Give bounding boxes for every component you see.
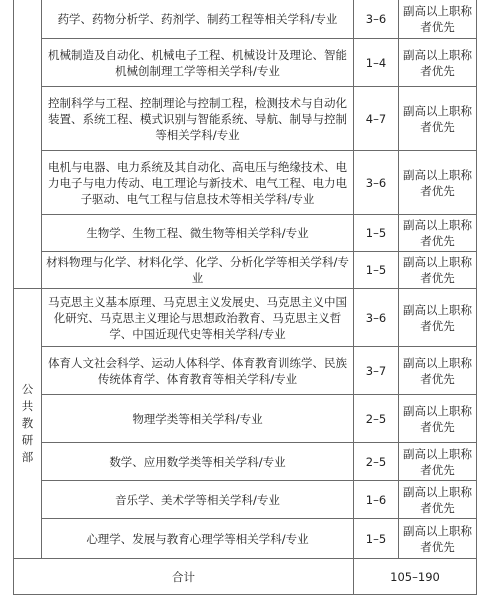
- count-cell: 2–5: [354, 443, 399, 481]
- count-cell: 1–6: [354, 481, 399, 519]
- table-row: [14, 443, 477, 481]
- requirement-cell: 副高以上职称者优先: [399, 87, 477, 151]
- total-value: 105–190: [354, 559, 477, 595]
- major-cell: 音乐学、美术学等相关学科/专业: [42, 481, 354, 519]
- department-label: 公共教研部: [21, 382, 34, 464]
- total-row: [14, 559, 477, 595]
- table-row: [14, 252, 477, 289]
- recruitment-table: [13, 0, 477, 595]
- requirement-cell: 副高以上职称者优先: [399, 481, 477, 519]
- major-cell: 马克思主义基本原理、马克思主义发展史、马克思主义中国化研究、马克思主义理论与思想政治教育、马克思主义哲学、中国近现代史等相关学科/专业: [42, 289, 354, 347]
- requirement-cell: 副高以上职称者优先: [399, 151, 477, 215]
- table-row: [14, 151, 477, 215]
- count-cell: 2–5: [354, 395, 399, 443]
- major-cell: 机械制造及自动化、机械电子工程、机械设计及理论、智能机械创制理工学等相关学科/专业: [42, 39, 354, 87]
- table-row: [14, 519, 477, 559]
- count-cell: 1–5: [354, 519, 399, 559]
- requirement-cell: 副高以上职称者优先: [399, 443, 477, 481]
- major-cell: 生物学、生物工程、微生物等相关学科/专业: [42, 215, 354, 252]
- count-cell: 1–5: [354, 215, 399, 252]
- major-cell: 材料物理与化学、材料化学、化学、分析化学等相关学科/专业: [42, 252, 354, 289]
- major-cell: 药学、药物分析学、药剂学、制药工程等相关学科/专业: [42, 0, 354, 39]
- major-cell: 数学、应用数学类等相关学科/专业: [42, 443, 354, 481]
- count-cell: 3–6: [354, 289, 399, 347]
- major-cell: 心理学、发展与教育心理学等相关学科/专业: [42, 519, 354, 559]
- count-cell: 3–6: [354, 151, 399, 215]
- requirement-cell: 副高以上职称者优先: [399, 0, 477, 39]
- count-cell: 1–4: [354, 39, 399, 87]
- requirement-cell: 副高以上职称者优先: [399, 39, 477, 87]
- requirement-cell: 副高以上职称者优先: [399, 215, 477, 252]
- requirement-cell: 副高以上职称者优先: [399, 252, 477, 289]
- requirement-cell: 副高以上职称者优先: [399, 395, 477, 443]
- table-row: [14, 289, 477, 347]
- table-row: [14, 87, 477, 151]
- table-row: [14, 215, 477, 252]
- dept-cell-upper: [14, 0, 42, 289]
- requirement-cell: 副高以上职称者优先: [399, 519, 477, 559]
- count-cell: 3–7: [354, 347, 399, 395]
- dept-cell: [14, 289, 42, 559]
- table-row: [14, 0, 477, 39]
- major-cell: 电机与电器、电力系统及其自动化、高电压与绝缘技术、电力电子与电力传动、电工理论与新技术、电气工程、电力电子驱动、电气工程与信息技术等相关学科/专业: [42, 151, 354, 215]
- count-cell: 4–7: [354, 87, 399, 151]
- requirement-cell: 副高以上职称者优先: [399, 289, 477, 347]
- total-label: 合计: [14, 559, 354, 595]
- count-cell: 1–5: [354, 252, 399, 289]
- major-cell: 体育人文社会科学、运动人体科学、体育教育训练学、民族传统体育学、体育教育等相关学科/专业: [42, 347, 354, 395]
- count-cell: 3–6: [354, 0, 399, 39]
- table-row: [14, 481, 477, 519]
- table-row: [14, 39, 477, 87]
- major-cell: 物理学类等相关学科/专业: [42, 395, 354, 443]
- requirement-cell: 副高以上职称者优先: [399, 347, 477, 395]
- table-row: [14, 347, 477, 395]
- table-row: [14, 395, 477, 443]
- major-cell: 控制科学与工程、控制理论与控制工程，检测技术与自动化装置、系统工程、模式识别与智能系统、导航、制导与控制等相关学科/专业: [42, 87, 354, 151]
